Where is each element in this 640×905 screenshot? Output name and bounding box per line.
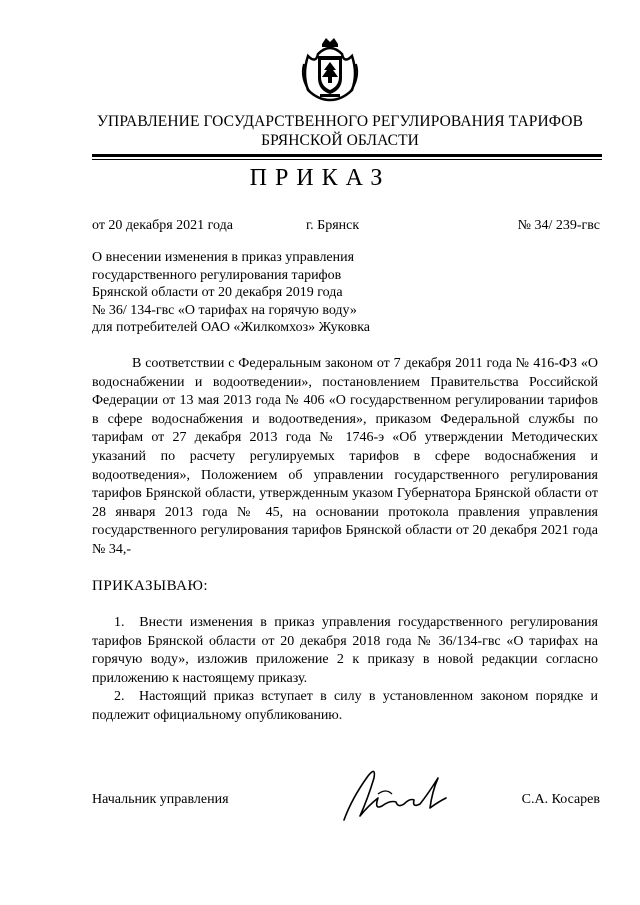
order-keyword: ПРИКАЗЫВАЮ: [92, 578, 209, 594]
document-title: ПРИКАЗ [249, 165, 391, 191]
order-item: 1. Внести изменения в приказ управления государственного регулирования тарифов Брянской области от 20 декабря 2018 года № 36/134-гвс «О тарифах на горячую воду», изложив приложение 2 к приказу в новой редакции согласно приложению к настоящему приказу. [92, 615, 598, 686]
organization-name [60, 112, 620, 150]
handwritten-signature [338, 758, 448, 828]
order-subject [92, 249, 452, 337]
coat-of-arms-icon [298, 34, 362, 104]
subject-line: О внесении изменения в приказ управления [92, 250, 355, 265]
subject-line: государственного регулирования тарифов [92, 267, 342, 283]
header-rule-thin [92, 159, 602, 160]
order-city: г. Брянск [306, 218, 360, 233]
order-item: 2. Настоящий приказ вступает в силу в установленном законом порядке и подлежит официальному опубликованию. [92, 689, 598, 723]
organization-name-line1: УПРАВЛЕНИЕ ГОСУДАРСТВЕННОГО РЕГУЛИРОВАНИЯ ТАРИФОВ [96, 113, 584, 130]
order-date: от 20 декабря 2021 года [92, 218, 233, 233]
signatory-position: Начальник управления [92, 792, 229, 807]
subject-line: № 36/ 134-гвс «О тарифах на горячую воду» [92, 302, 357, 318]
organization-name-line2: БРЯНСКОЙ ОБЛАСТИ [261, 132, 419, 149]
order-items [92, 614, 598, 726]
signatory-name: С.А. Косарев [521, 792, 600, 807]
preamble-paragraph: В соответствии с Федеральным законом от 7 декабря 2011 года № 416-ФЗ «О водоснабжении и водоотведении», постановлением Правительства Российской Федерации от 13 мая 2013 года № 406 «О государственном регулировании тарифов в сфере водоснабжения и водоотведения», приказом Федеральной службы по тарифам от 27 декабря 2013 года № 1746-э «Об утверждении Методических указаний по расчету регулируемых тарифов в сфере водоснабжения и водоотведения», Положением об управлении государственного регулирования тарифов Брянской области, утвержденным указом Губернатора Брянской области от 28 января 2013 года № 45, на основании протокола правления управления государственного регулирования тарифов Брянской области от 20 декабря 2021 года № 34,- [92, 356, 598, 557]
subject-line: для потребителей ОАО «Жилкомхоз» Жуковка [92, 320, 371, 336]
header-rule-thick [92, 154, 602, 157]
subject-line: Брянской области от 20 декабря 2019 года [92, 285, 343, 301]
order-number: № 34/ 239-гвс [517, 218, 600, 233]
